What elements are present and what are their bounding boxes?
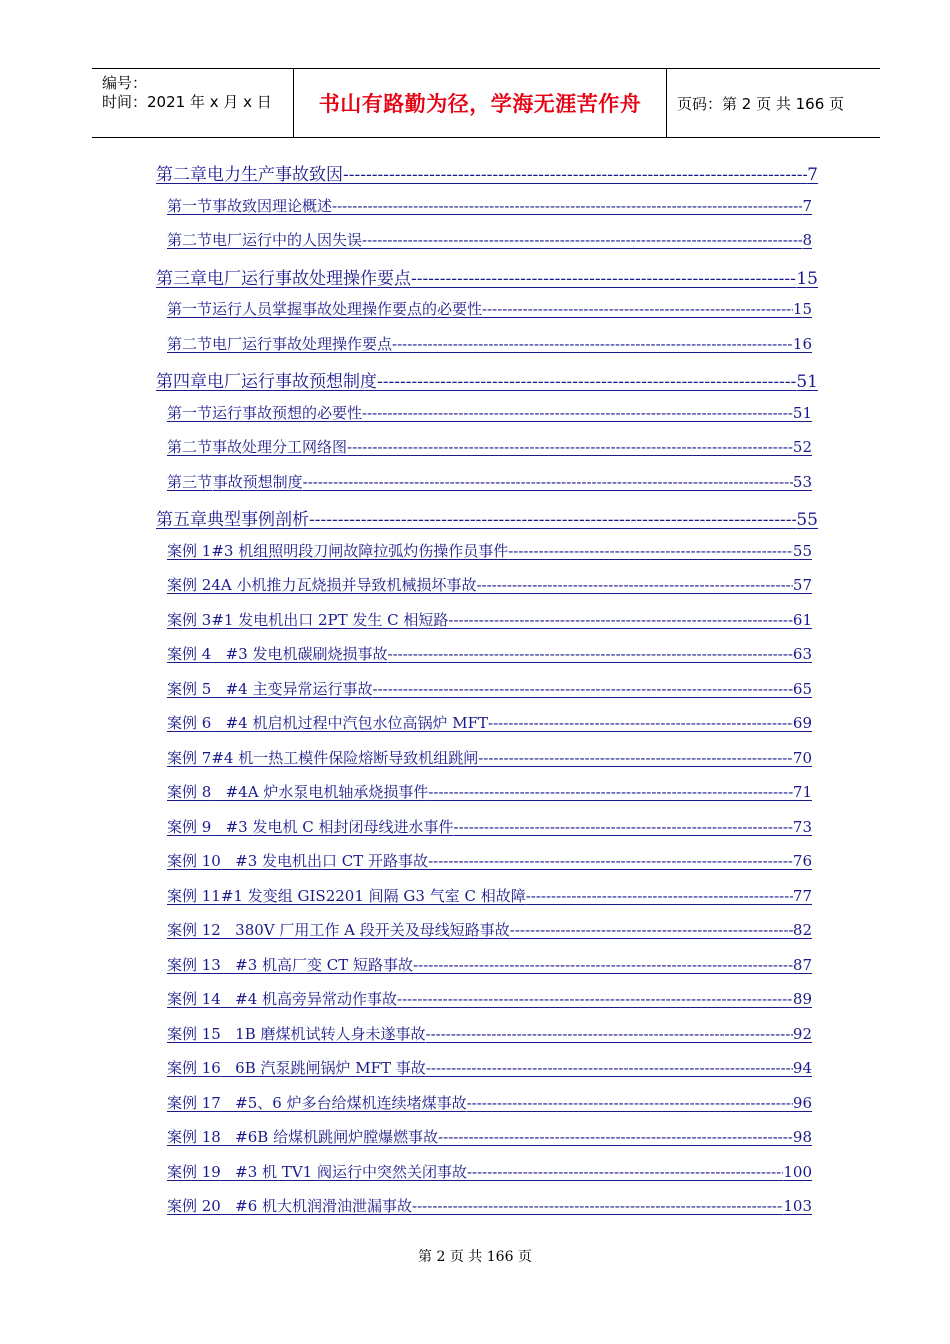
toc-entry-title: #4A 炉水泵电机轴承烧损事件 bbox=[211, 783, 429, 801]
toc-entry-case[interactable] bbox=[167, 850, 812, 871]
toc-entry-title: 电厂运行事故处理操作要点 bbox=[212, 335, 393, 353]
toc-entry-title: 电厂运行事故预想制度 bbox=[207, 372, 377, 392]
toc-entry-number: 案例 20 bbox=[167, 1197, 221, 1215]
toc-entry-page: 65 bbox=[792, 680, 812, 698]
toc-entry-title: #6B 给煤机跳闸炉膛爆燃事故 bbox=[220, 1128, 439, 1146]
toc-entry-case[interactable] bbox=[167, 781, 812, 802]
toc-dot-leader bbox=[467, 1163, 783, 1181]
toc-entry-title: #4 机启机过程中汽包水位高锅炉 MFT bbox=[211, 714, 489, 732]
toc-entry-page: 77 bbox=[792, 887, 812, 905]
toc-entry-page: 96 bbox=[792, 1094, 812, 1112]
toc-dot-leader bbox=[426, 1025, 793, 1043]
toc-dot-leader bbox=[488, 714, 793, 732]
toc-dot-leader bbox=[467, 1094, 793, 1112]
toc-entry-chapter[interactable] bbox=[156, 264, 818, 289]
toc-entry-page: 15 bbox=[796, 269, 818, 289]
toc-dot-leader bbox=[411, 269, 796, 289]
toc-dot-leader bbox=[526, 887, 793, 905]
toc-entry-page: 15 bbox=[792, 300, 812, 318]
toc-dot-leader bbox=[510, 921, 793, 939]
toc-dot-leader bbox=[508, 542, 793, 560]
toc-entry-title: 运行事故预想的必要性 bbox=[212, 404, 363, 422]
toc-dot-leader bbox=[303, 473, 793, 491]
toc-dot-leader bbox=[377, 372, 796, 392]
toc-entry-number: 第四章 bbox=[156, 372, 207, 392]
toc-entry-page: 55 bbox=[796, 510, 818, 530]
toc-dot-leader bbox=[347, 438, 793, 456]
toc-entry-number: 案例 13 bbox=[167, 956, 221, 974]
toc-dot-leader bbox=[362, 404, 793, 422]
toc-dot-leader bbox=[478, 749, 793, 767]
toc-entry-number: 案例 11 bbox=[167, 887, 221, 905]
toc-entry-page: 7 bbox=[807, 165, 818, 185]
toc-entry-page: 71 bbox=[792, 783, 812, 801]
toc-entry-title: #3 发电机出口 CT 开路事故 bbox=[220, 852, 429, 870]
toc-entry-number: 第五章 bbox=[156, 510, 207, 530]
toc-entry-page: 70 bbox=[792, 749, 812, 767]
toc-entry-title: #3 机 TV1 阀运行中突然关闭事故 bbox=[220, 1163, 467, 1181]
toc-entry-title: 运行人员掌握事故处理操作要点的必要性 bbox=[212, 300, 483, 318]
toc-entry-page: 16 bbox=[792, 335, 812, 353]
code-label: 编号： bbox=[102, 74, 148, 92]
toc-entry-case[interactable] bbox=[167, 574, 812, 595]
toc-entry-page: 103 bbox=[783, 1197, 812, 1215]
toc-entry-page: 53 bbox=[792, 473, 812, 491]
toc-entry-title: #5、6 炉多台给煤机连续堵煤事故 bbox=[220, 1094, 467, 1112]
toc-dot-leader bbox=[309, 510, 796, 530]
toc-entry-page: 55 bbox=[792, 542, 812, 560]
toc-dot-leader bbox=[362, 231, 802, 249]
toc-entry-number: 案例 4 bbox=[167, 645, 212, 663]
toc-entry-title: #3 机组照明段刀闸故障拉弧灼伤操作员事件 bbox=[211, 542, 509, 560]
header-page-info: 页码：第 2 页 共 166 页 bbox=[677, 94, 845, 113]
page-header bbox=[92, 68, 880, 138]
toc-dot-leader bbox=[397, 990, 793, 1008]
toc-entry-title: #3 发电机 C 相封闭母线进水事件 bbox=[211, 818, 454, 836]
toc-entry-title: #3 发电机碳刷烧损事故 bbox=[211, 645, 388, 663]
toc-entry-page: 52 bbox=[792, 438, 812, 456]
toc-dot-leader bbox=[448, 611, 793, 629]
toc-entry-title: 事故致因理论概述 bbox=[212, 197, 333, 215]
toc-entry-page: 76 bbox=[792, 852, 812, 870]
toc-entry-number: 案例 14 bbox=[167, 990, 221, 1008]
toc-dot-leader bbox=[426, 1059, 793, 1077]
toc-entry-case[interactable] bbox=[167, 1195, 812, 1216]
toc-entry-number: 案例 8 bbox=[167, 783, 212, 801]
toc-dot-leader bbox=[428, 783, 793, 801]
toc-entry-number: 案例 2 bbox=[167, 576, 212, 594]
toc-entry-case[interactable] bbox=[167, 885, 812, 906]
toc-entry-number: 案例 12 bbox=[167, 921, 221, 939]
toc-entry-title: #4 主变异常运行事故 bbox=[211, 680, 373, 698]
toc-entry-title: 典型事例剖析 bbox=[207, 510, 309, 530]
toc-entry-page: 87 bbox=[792, 956, 812, 974]
toc-entry-number: 案例 7 bbox=[167, 749, 212, 767]
toc-dot-leader bbox=[428, 852, 793, 870]
toc-entry-title: 380V 厂用工作 A 段开关及母线短路事故 bbox=[220, 921, 510, 939]
toc-entry-page: 100 bbox=[783, 1163, 812, 1181]
toc-entry-title: #1 发电机出口 2PT 发生 C 相短路 bbox=[211, 611, 449, 629]
toc-entry-title: 电力生产事故致因 bbox=[207, 165, 343, 185]
toc-dot-leader bbox=[343, 165, 807, 185]
toc-entry-number: 案例 5 bbox=[167, 680, 212, 698]
time-label: 时间：2021 年 x 月 x 日 bbox=[102, 93, 272, 111]
toc-entry-title: 事故处理分工网络图 bbox=[212, 438, 348, 456]
toc-entry-number: 案例 6 bbox=[167, 714, 212, 732]
toc-entry-number: 第一节 bbox=[167, 197, 213, 215]
toc-entry-case[interactable] bbox=[167, 1126, 812, 1147]
toc-entry-page: 51 bbox=[796, 372, 818, 392]
toc-dot-leader bbox=[454, 818, 793, 836]
toc-entry-page: 69 bbox=[792, 714, 812, 732]
toc-entry-number: 案例 9 bbox=[167, 818, 212, 836]
toc-entry-number: 第三节 bbox=[167, 473, 213, 491]
toc-entry-page: 98 bbox=[792, 1128, 812, 1146]
toc-entry-title: 6B 汽泵跳闸锅炉 MFT 事故 bbox=[220, 1059, 426, 1077]
toc-entry-number: 第二节 bbox=[167, 335, 213, 353]
toc-entry-case[interactable] bbox=[167, 540, 812, 561]
toc-entry-number: 案例 19 bbox=[167, 1163, 221, 1181]
toc-dot-leader bbox=[332, 197, 802, 215]
toc-entry-case[interactable] bbox=[167, 1161, 812, 1182]
toc-dot-leader bbox=[388, 645, 793, 663]
toc-entry-page: 89 bbox=[792, 990, 812, 1008]
toc-entry-page: 57 bbox=[792, 576, 812, 594]
header-meta bbox=[92, 69, 294, 137]
toc-dot-leader bbox=[412, 1197, 783, 1215]
toc-entry-case[interactable] bbox=[167, 988, 812, 1009]
toc-entry-case[interactable] bbox=[167, 919, 812, 940]
toc-entry-title: #6 机大机润滑油泄漏事故 bbox=[220, 1197, 413, 1215]
toc-entry-title: 事故预想制度 bbox=[212, 473, 303, 491]
toc-entry-section[interactable] bbox=[167, 436, 812, 457]
toc-entry-case[interactable] bbox=[167, 1092, 812, 1113]
toc-dot-leader bbox=[482, 300, 793, 318]
toc-entry-page: 92 bbox=[792, 1025, 812, 1043]
toc-entry-case[interactable] bbox=[167, 1057, 812, 1078]
toc-entry-number: 案例 15 bbox=[167, 1025, 221, 1043]
toc-entry-title: #3 机高厂变 CT 短路事故 bbox=[220, 956, 414, 974]
toc-entry-title: #1 发变组 GIS2201 间隔 G3 气室 C 相故障 bbox=[220, 887, 526, 905]
header-motto: 书山有路勤为径，学海无涯苦作舟 bbox=[294, 69, 667, 137]
toc-entry-number: 第二节 bbox=[167, 438, 213, 456]
toc-entry-page: 82 bbox=[792, 921, 812, 939]
toc-entry-number: 案例 18 bbox=[167, 1128, 221, 1146]
toc-entry-case[interactable] bbox=[167, 747, 812, 768]
toc-entry-case[interactable] bbox=[167, 678, 812, 699]
toc-entry-section[interactable] bbox=[167, 195, 812, 216]
toc-entry-section[interactable] bbox=[167, 333, 812, 354]
toc-entry-case[interactable] bbox=[167, 954, 812, 975]
toc-entry-case[interactable] bbox=[167, 609, 812, 630]
toc-entry-number: 案例 16 bbox=[167, 1059, 221, 1077]
toc-entry-case[interactable] bbox=[167, 712, 812, 733]
toc-entry-number: 第一节 bbox=[167, 404, 213, 422]
toc-entry-page: 61 bbox=[792, 611, 812, 629]
toc-entry-page: 7 bbox=[802, 197, 812, 215]
toc-entry-number: 案例 17 bbox=[167, 1094, 221, 1112]
toc-entry-number: 案例 3 bbox=[167, 611, 212, 629]
toc-entry-page: 94 bbox=[792, 1059, 812, 1077]
toc-entry-title: #4 机高旁异常动作事故 bbox=[220, 990, 398, 1008]
toc-entry-case[interactable] bbox=[167, 1023, 812, 1044]
toc-entry-number: 案例 10 bbox=[167, 852, 221, 870]
toc-entry-title: #4 机一热工模件保险熔断导致机组跳闸 bbox=[211, 749, 479, 767]
toc-entry-page: 51 bbox=[792, 404, 812, 422]
toc-entry-chapter[interactable] bbox=[156, 505, 818, 530]
toc-entry-case[interactable] bbox=[167, 643, 812, 664]
toc-entry-number: 第三章 bbox=[156, 269, 207, 289]
toc-dot-leader bbox=[392, 335, 793, 353]
toc-dot-leader bbox=[438, 1128, 793, 1146]
toc-entry-number: 第二节 bbox=[167, 231, 213, 249]
toc-dot-leader bbox=[476, 576, 792, 594]
toc-entry-chapter[interactable] bbox=[156, 160, 818, 185]
toc-entry-number: 第一节 bbox=[167, 300, 213, 318]
toc-entry-chapter[interactable] bbox=[156, 367, 818, 392]
toc-entry-section[interactable] bbox=[167, 298, 812, 319]
toc-dot-leader bbox=[413, 956, 793, 974]
toc-entry-title: 电厂运行事故处理操作要点 bbox=[207, 269, 411, 289]
toc-entry-page: 73 bbox=[792, 818, 812, 836]
toc-dot-leader bbox=[373, 680, 793, 698]
toc-entry-section[interactable] bbox=[167, 471, 812, 492]
toc-entry-page: 63 bbox=[792, 645, 812, 663]
toc-entry-title: 4A 小机推力瓦烧损并导致机械损坏事故 bbox=[211, 576, 477, 594]
toc-entry-number: 案例 1 bbox=[167, 542, 212, 560]
toc-entry-title: 电厂运行中的人因失误 bbox=[212, 231, 363, 249]
toc-entry-number: 第二章 bbox=[156, 165, 207, 185]
toc-entry-title: 1B 磨煤机试转人身未遂事故 bbox=[220, 1025, 426, 1043]
toc-entry-case[interactable] bbox=[167, 816, 812, 837]
page-footer: 第 2 页 共 166 页 bbox=[418, 1249, 532, 1265]
toc-entry-section[interactable] bbox=[167, 402, 812, 423]
toc-entry-section[interactable] bbox=[167, 229, 812, 250]
toc-entry-page: 8 bbox=[802, 231, 812, 249]
